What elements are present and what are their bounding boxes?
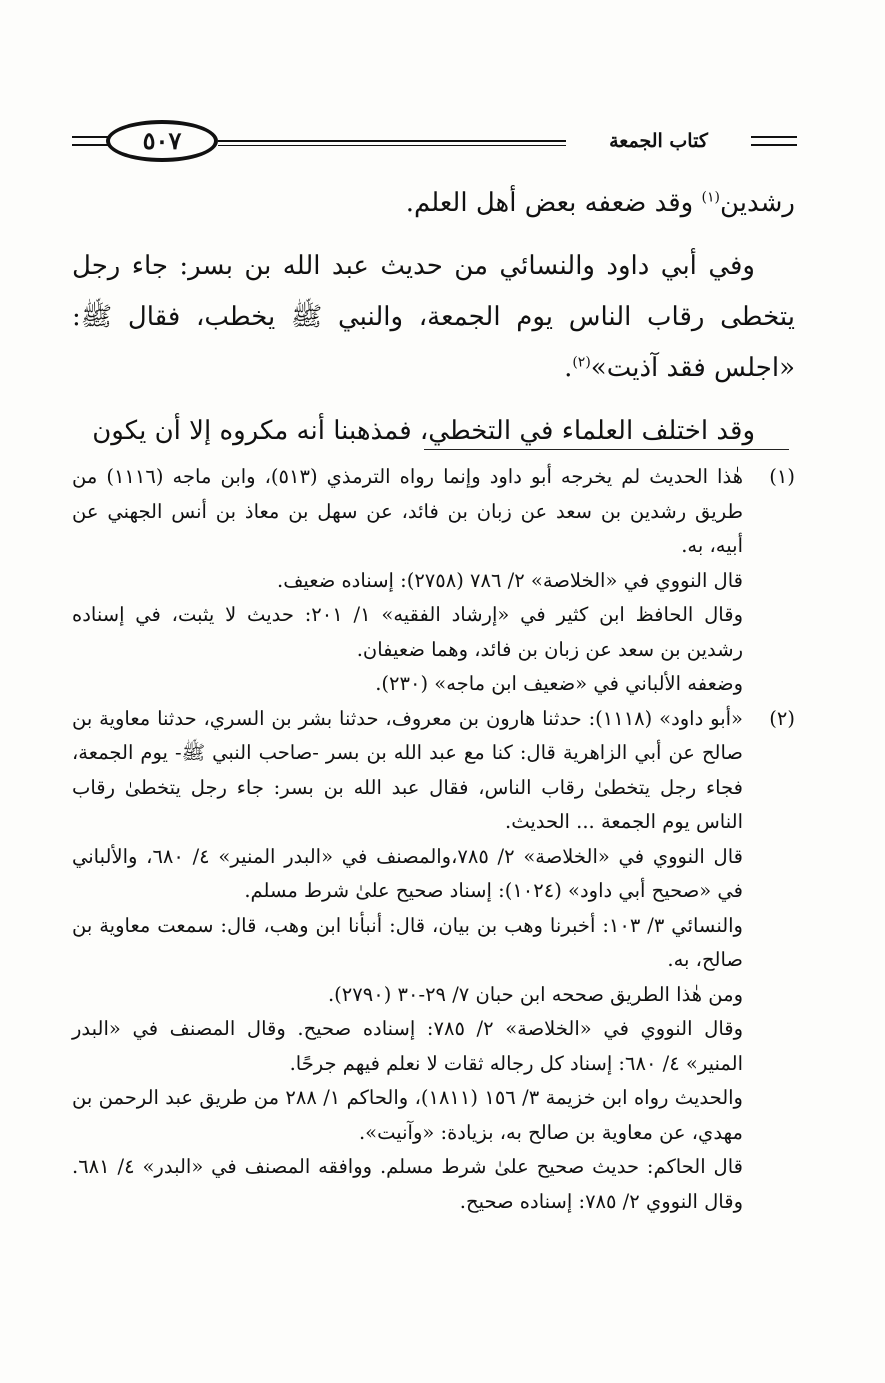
footnote-line: وقال الحافظ ابن كثير في «إرشاد الفقيه» ١/ ٢٠١: حديث لا يثبت، في إسناده رشدين بن سعد عن زبان بن فائد، وهما ضعيفان. — [72, 603, 743, 661]
book-title: كتاب الجمعة — [566, 130, 751, 152]
header-rule-left — [72, 136, 108, 138]
header-rule-right — [749, 136, 797, 138]
footnote-ref: (١) — [701, 189, 720, 206]
footnote-line: والحديث رواه ابن خزيمة ٣/ ١٥٦ (١٨١١)، والحاكم ١/ ٢٨٨ من طريق عبد الرحمن بن مهدي، عن معاوية بن صالح به، بزيادة: «وآنيت». — [72, 1086, 743, 1144]
footnote — [72, 702, 795, 1220]
header-rule-left — [72, 144, 108, 146]
footnote — [72, 460, 795, 702]
header-rule-middle — [218, 145, 613, 146]
footnotes — [72, 460, 795, 1219]
footnote-line: ومن هٰذا الطريق صححه ابن حبان ٧/ ٢٩-٣٠ (٢٧٩٠). — [327, 982, 743, 1006]
footnote-line: قال الحاكم: حديث صحيح علىٰ شرط مسلم. ووافقه المصنف في «البدر» ٤/ ٦٨١. وقال النووي ٢/ ٧٨٥: إسناده صحيح. — [72, 1155, 743, 1213]
footnote-line: وضعفه الألباني في «ضعيف ابن ماجه» (٢٣٠). — [375, 672, 743, 695]
footnote-separator — [424, 449, 789, 450]
page-number: ٥٠٧ — [106, 120, 218, 162]
footnote-line: قال النووي في «الخلاصة» ٢/ ٧٨٦ (٢٧٥٨): إسناده ضعيف. — [277, 568, 743, 592]
page-header — [72, 118, 797, 168]
main-text — [72, 178, 795, 457]
footnote-line: والنسائي ٣/ ١٠٣: أخبرنا وهب بن بيان، قال: أنبأنا ابن وهب، قال: سمعت معاوية بن صالح، به. — [72, 913, 743, 971]
main-paragraph: رشدين$^{(١)}$ وقد ضعفه بعض أهل العلم. — [405, 188, 795, 218]
main-paragraph: وقد اختلف العلماء في التخطي، فمذهبنا أنه مكروه إلا أن يكون — [92, 416, 755, 446]
header-rule-middle — [218, 140, 613, 142]
main-paragraph: وفي أبي داود والنسائي من حديث عبد الله بن بسر: جاء رجل يتخطى رقاب الناس يوم الجمعة، والنبي ﷺ يخطب، فقال ﷺ: «اجلس فقد آذيت»$^{(٢)}$. — [72, 251, 795, 383]
footnote-line: «أبو داود» (١١١٨): حدثنا هارون بن معروف، حدثنا بشر بن السري، حدثنا معاوية بن صالح عن أبي الزاهرية قال: كنا مع عبد الله بن بسر -صاحب النبي ﷺ- يوم الجمعة، فجاء رجل يتخطىٰ رقاب الناس، فقال عبد الله بن بسر: جاء رجل يتخطىٰ رقاب الناس يوم الجمعة ... الحديث. — [72, 706, 743, 833]
footnote-number: (١) — [769, 465, 795, 488]
footnote-line: هٰذا الحديث لم يخرجه أبو داود وإنما رواه الترمذي (٥١٣)، وابن ماجه (١١١٦) من طريق رشدين بن سعد عن زبان بن فائد، عن سهل بن معاذ بن أنس الجهني عن أبيه، به. — [72, 465, 743, 557]
footnote-number: (٢) — [769, 706, 795, 730]
header-rule-right — [749, 144, 797, 146]
footnote-line: قال النووي في «الخلاصة» ٢/ ٧٨٥،والمصنف في «البدر المنير» ٤/ ٦٨٠، والألباني في «صحيح أبي داود» (١٠٢٤): إسناد صحيح علىٰ شرط مسلم. — [72, 844, 743, 902]
footnote-line: وقال النووي في «الخلاصة» ٢/ ٧٨٥: إسناده صحيح. وقال المصنف في «البدر المنير» ٤/ ٦٨٠: إسناد كل رجاله ثقات لا نعلم فيهم جرحًا. — [72, 1017, 743, 1075]
footnote-ref: (٢) — [572, 354, 591, 371]
